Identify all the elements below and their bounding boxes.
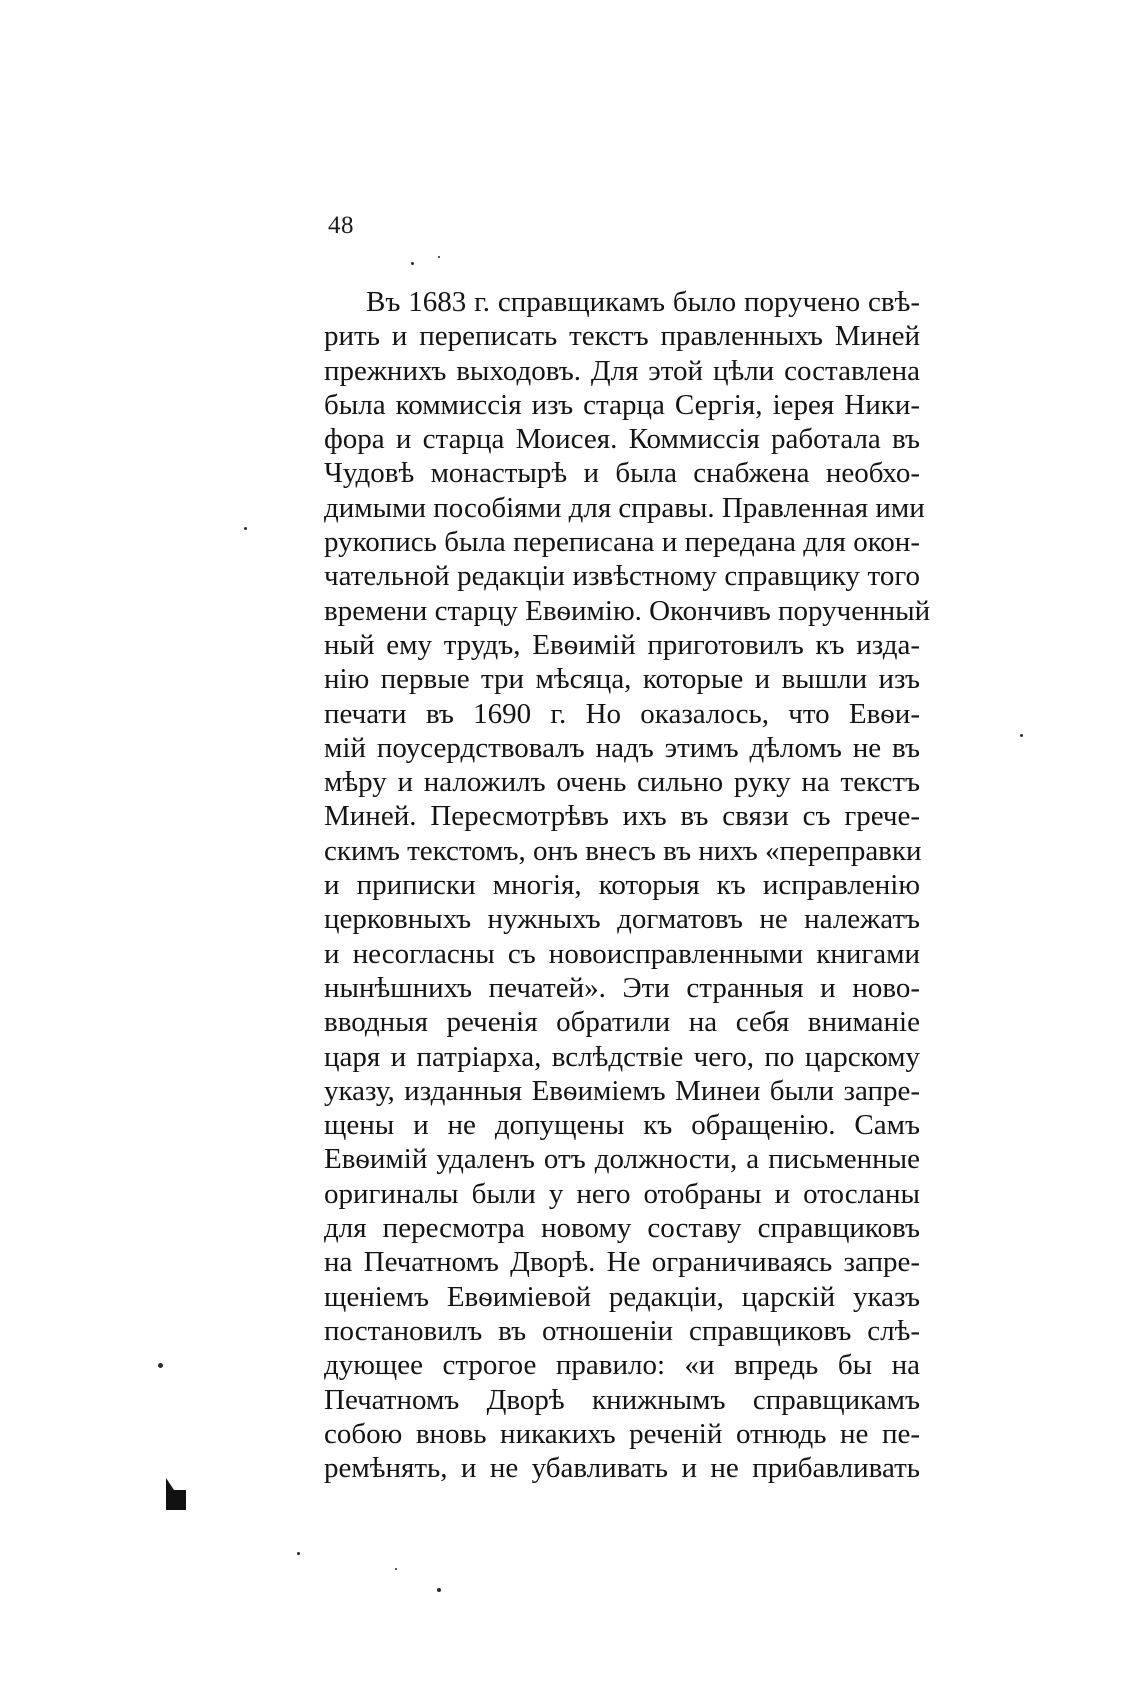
text-line: ный ему трудъ, Евѳимій приготовилъ къ изда- <box>324 628 920 661</box>
text-line: фора и старца Моисея. Коммиссія работала въ <box>324 423 920 456</box>
text-line: времени старцу Евѳимію. Окончивъ порученный <box>324 594 931 627</box>
text-line: постановилъ въ отношеніи справщиковъ слѣ- <box>324 1314 920 1347</box>
scan-speck <box>438 256 440 258</box>
text-line: и несогласны съ новоисправленными книгами <box>324 937 920 970</box>
text-line: Евѳимій удаленъ отъ должности, а письменные <box>324 1143 920 1176</box>
text-line: рукопись была переписана и передана для окон- <box>324 526 920 559</box>
text-line: Печатномъ Дворѣ книжнымъ справщикамъ <box>324 1383 920 1416</box>
text-line: дующее строгое правило: «и впредь бы на <box>324 1349 920 1382</box>
text-line: вводныя реченія обратили на себя вниманіе <box>324 1006 920 1039</box>
text-line: щеніемъ Евѳиміевой редакціи, царскій указъ <box>324 1280 920 1313</box>
text-line: прежнихъ выходовъ. Для этой цѣли составлена <box>324 354 920 387</box>
text-line: царя и патріарха, вслѣдствіе чего, по царскому <box>324 1040 920 1073</box>
text-line: димыми пособіями для справы. Правленная ими <box>324 491 925 524</box>
text-line: указу, изданныя Евѳиміемъ Минеи были запре- <box>324 1074 920 1107</box>
scan-speck <box>1020 734 1023 737</box>
text-line: нію первые три мѣсяца, которые и вышли изъ <box>324 663 920 696</box>
text-line: для пересмотра новому составу справщиковъ <box>324 1212 920 1245</box>
text-line: нынѣшнихъ печатей». Эти странныя и ново- <box>324 971 920 1004</box>
scan-corner-mark-base <box>166 1490 186 1510</box>
text-line: оригиналы были у него отобраны и отосланы <box>324 1177 920 1210</box>
text-line: печати въ 1690 г. Но оказалось, что Евѳи- <box>324 697 920 730</box>
text-line: собою вновь никакихъ реченій отнюдь не пе- <box>324 1417 920 1450</box>
scan-speck <box>395 1568 397 1570</box>
body-text <box>324 285 931 1485</box>
scan-speck <box>411 262 414 265</box>
text-line: церковныхъ нужныхъ догматовъ не належатъ <box>324 903 920 936</box>
scan-speck <box>244 527 247 530</box>
text-line: чательной редакціи извѣстному справщику того <box>324 560 920 593</box>
text-line: на Печатномъ Дворѣ. Не ограничиваясь запре- <box>324 1246 920 1279</box>
text-line: мѣру и наложилъ очень сильно руку на текстъ <box>324 766 920 799</box>
text-line: щены и не допущены къ обращенію. Самъ <box>324 1109 920 1142</box>
scan-speck <box>297 1552 300 1555</box>
page-number: 48 <box>328 212 354 239</box>
text-line: рить и переписать текстъ правленныхъ Миней <box>324 320 920 353</box>
text-line: Чудовѣ монастырѣ и была снабжена необхо- <box>324 457 920 490</box>
text-line: Миней. Пересмотрѣвъ ихъ въ связи съ грече- <box>324 800 920 833</box>
text-line: и приписки многія, которыя къ исправленію <box>324 869 920 902</box>
text-line: мій поусердствовалъ надъ этимъ дѣломъ не въ <box>324 731 920 764</box>
scan-speck <box>158 1363 163 1368</box>
text-line: ремѣнять, и не убавливать и не прибавливать <box>324 1452 920 1485</box>
text-line: была коммиссія изъ старца Сергія, іерея Ники- <box>324 388 920 421</box>
scan-speck <box>437 1588 441 1592</box>
text-line: скимъ текстомъ, онъ внесъ въ нихъ «переправки <box>324 834 922 867</box>
text-line: Въ 1683 г. справщикамъ было поручено свѣ- <box>366 286 920 318</box>
